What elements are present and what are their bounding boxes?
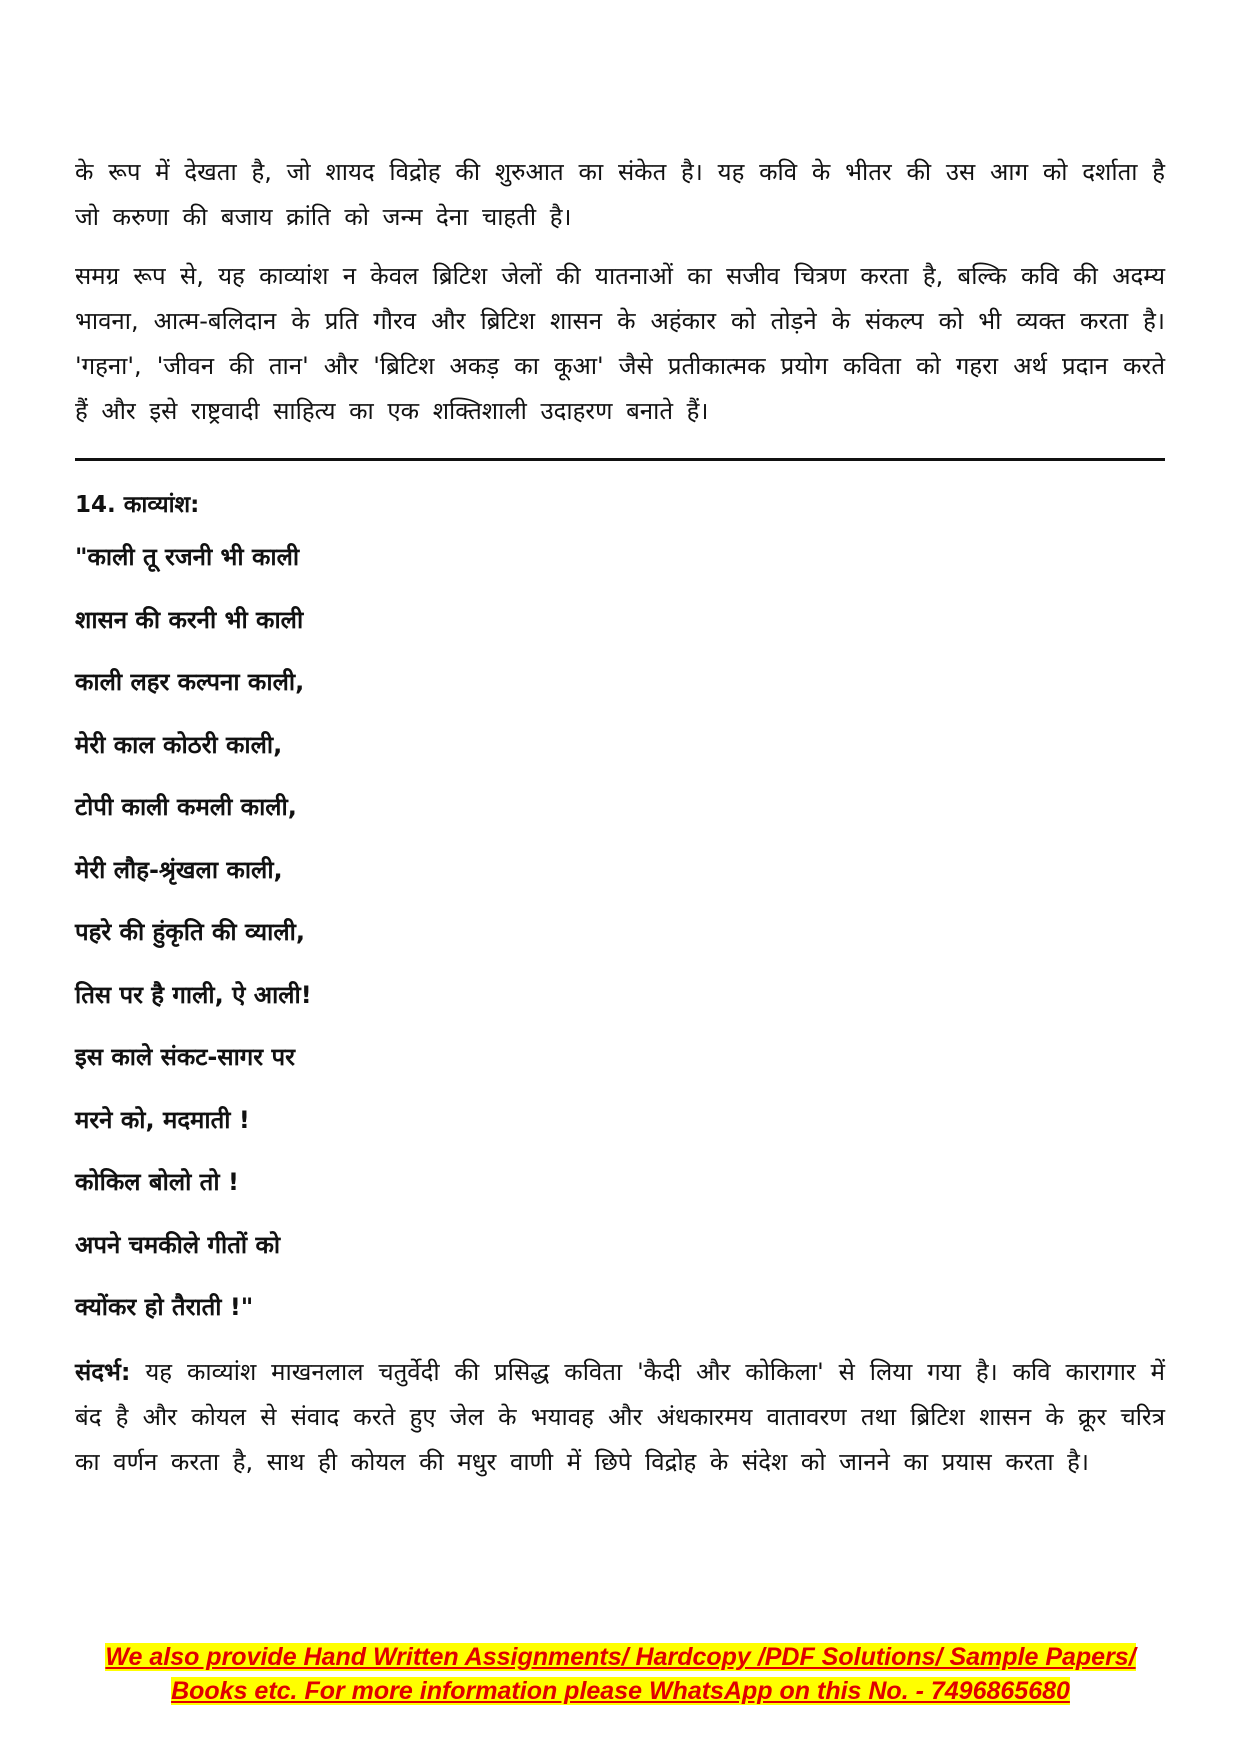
intro-paragraph-2: समग्र रूप से, यह काव्यांश न केवल ब्रिटिश जेलों की यातनाओं का सजीव चित्रण करता है, बल्कि कवि की अदम्य भावना, आत्म-बलिदान के प्रति गौरव और ब्रिटिश शासन के अहंकार को तोड़ने के संकल्प को भी व्यक्त करता है। 'गहना', 'जीवन की तान' और 'ब्रिटिश अकड़ का कूआ' जैसे प्रतीकात्मक प्रयोग कविता को गहरा अर्थ प्रदान करते हैं और इसे राष्ट्रवादी साहित्य का एक शक्तिशाली उदाहरण बनाते हैं। <box>75 262 1165 425</box>
poem-line: मरने को, मदमाती ! <box>75 1105 250 1134</box>
section-divider <box>75 458 1165 461</box>
poem-line: तिस पर है गाली, ऐ आली! <box>75 980 312 1009</box>
poem-line: मेरी काल कोठरी काली, <box>75 730 283 759</box>
reference-text: यह काव्यांश माखनलाल चतुर्वेदी की प्रसिद्ध कविता 'कैदी और कोकिला' से लिया गया है। कवि कारागार में बंद है और कोयल से संवाद करते हुए जेल के भयावह और अंधकारमय वातावरण तथा ब्रिटिश शासन के क्रूर चरित्र का वर्णन करता है, साथ ही कोयल की मधुर वाणी में छिपे विद्रोह के संदेश को जानने का प्रयास करता है। <box>75 1357 1165 1476</box>
poem-line: टोपी काली कमली काली, <box>75 793 297 821</box>
page-content <box>75 150 1165 1509</box>
poem-line: पहरे की हुंकृति की व्याली, <box>75 918 305 946</box>
poem-line: काली लहर कल्पना काली, <box>75 668 305 696</box>
poem-stanza <box>75 537 1165 1327</box>
reference-paragraph <box>75 1350 1165 1485</box>
intro-paragraph-1: के रूप में देखता है, जो शायद विद्रोह की शुरुआत का संकेत है। यह कवि के भीतर की उस आग को दर्शाता है जो करुणा की बजाय क्रांति को जन्म देना चाहती है। <box>75 158 1165 231</box>
poem-line: शासन की करनी भी काली <box>75 605 304 634</box>
poem-line: क्योंकर हो तैराती !" <box>75 1293 254 1321</box>
poem-line: "काली तू रजनी भी काली <box>75 543 300 571</box>
promo-line-1: We also provide Hand Written Assignments/ Hardcopy /PDF Solutions/ Sample Papers/ <box>105 1643 1136 1671</box>
reference-label: संदर्भ: <box>75 1357 131 1386</box>
section-heading: 14. काव्यांश: <box>75 492 200 518</box>
poem-line: अपने चमकीले गीतों को <box>75 1230 281 1259</box>
poem-line: इस काले संकट-सागर पर <box>75 1043 295 1071</box>
promo-line-2: Books etc. For more information please WhatsApp on this No. - 7496865680 <box>171 1677 1070 1705</box>
poem-line: मेरी लौह-श्रृंखला काली, <box>75 855 283 884</box>
promo-footer <box>0 1640 1241 1708</box>
poem-line: कोकिल बोलो तो ! <box>75 1168 239 1196</box>
